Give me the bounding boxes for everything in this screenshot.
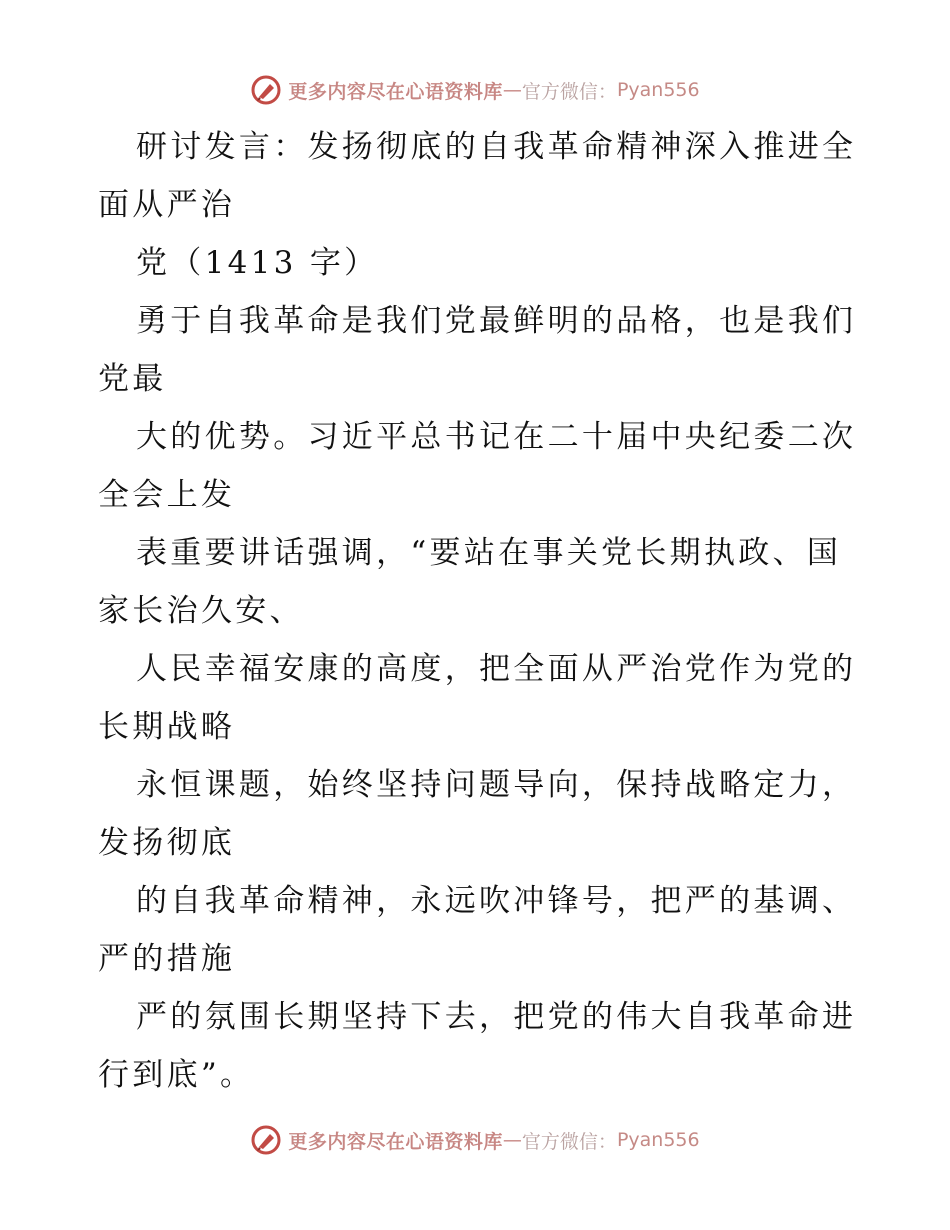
text-line: 党（1413 字）	[136, 245, 379, 281]
watermark-wechat-id: Pyan556	[616, 1129, 700, 1151]
text-line: 的自我革命精神，永远吹冲锋号，把严的基调、	[136, 883, 857, 919]
text-line: 表重要讲话强调，“要站在事关党长期执政、国	[136, 535, 842, 571]
text-line: 行到底”。	[98, 1057, 255, 1093]
watermark-wechat-id: Pyan556	[616, 79, 700, 101]
text-line: 大的优势。习近平总书记在二十届中央纪委二次	[136, 419, 857, 455]
text-line: 发扬彻底	[98, 825, 236, 861]
text-line: 勇于自我革命是我们党最鲜明的品格，也是我们	[136, 303, 857, 339]
text-line: 严的氛围长期坚持下去，把党的伟大自我革命进	[136, 999, 857, 1035]
text-line: 家长治久安、	[98, 593, 304, 629]
text-line: 面从严治	[98, 187, 236, 223]
text-line: 人民幸福安康的高度，把全面从严治党作为党的	[136, 651, 857, 687]
pen-nib-logo-icon	[250, 1124, 282, 1156]
text-line: 严的措施	[98, 941, 236, 977]
watermark-brand: 更多内容尽在心语资料库	[288, 1130, 503, 1153]
watermark-label: 官方微信：	[521, 1130, 617, 1153]
text-line: 研讨发言：发扬彻底的自我革命精神深入推进全	[136, 129, 857, 165]
document-body	[98, 118, 858, 1104]
text-line: 永恒课题，始终坚持问题导向，保持战略定力，	[136, 767, 857, 803]
watermark-dash: —	[502, 1129, 522, 1151]
text-line: 长期战略	[98, 709, 236, 745]
watermark-dash: —	[502, 79, 522, 101]
text-line: 党最	[98, 361, 167, 397]
watermark-label: 官方微信：	[521, 80, 617, 103]
text-line: 全会上发	[98, 477, 236, 513]
watermark-brand: 更多内容尽在心语资料库	[288, 80, 503, 103]
header-watermark	[0, 70, 950, 110]
pen-nib-logo-icon	[250, 74, 282, 106]
footer-watermark	[0, 1120, 950, 1160]
